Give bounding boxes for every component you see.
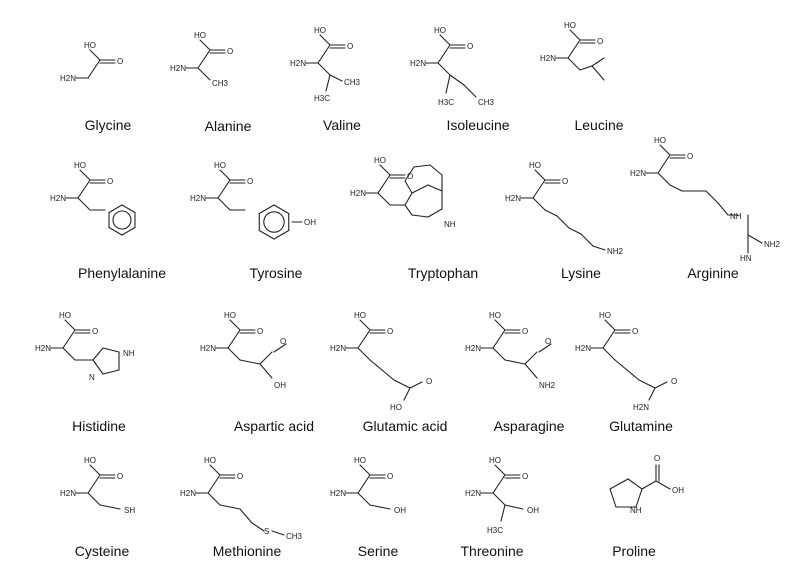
atom-label: NH2 <box>764 240 781 249</box>
bond-line <box>88 475 100 493</box>
bond-line <box>525 364 537 378</box>
atom-label: OH <box>394 506 406 515</box>
bond-line <box>748 235 762 243</box>
atom-label: H2N <box>200 344 217 353</box>
atom-label: H2N <box>190 194 207 203</box>
bond-line <box>200 40 210 50</box>
bond-line <box>252 523 264 531</box>
structure-drawing <box>190 150 340 270</box>
atom-label: O <box>522 327 529 336</box>
atom-label: O <box>426 377 433 386</box>
atom-label: HO <box>194 31 206 40</box>
atom-label: NH2 <box>607 247 624 256</box>
bond-line <box>65 320 75 330</box>
atom-label: H3C <box>438 98 455 107</box>
atom-label: HO <box>59 311 71 320</box>
bond-line <box>656 481 670 489</box>
amino-acid-name: Threonine <box>460 543 524 559</box>
atom-label: H3C <box>314 94 331 103</box>
bond-line <box>525 352 537 364</box>
bond-line <box>198 68 210 80</box>
atom-label: H2N <box>330 344 347 353</box>
atom-label: OH <box>672 486 684 495</box>
bond-line <box>78 198 90 210</box>
bond-line <box>326 75 330 91</box>
atom-label: HO <box>489 311 501 320</box>
atom-label: HO <box>224 311 236 320</box>
atom-label: H2N <box>505 194 522 203</box>
bond-line <box>658 155 670 173</box>
atom-label: O <box>347 42 354 51</box>
atom-label: H2N <box>575 344 592 353</box>
bond-line <box>90 50 100 60</box>
bond-line <box>545 210 557 216</box>
bond-line <box>450 75 464 85</box>
atom-label: HO <box>489 456 501 465</box>
bond-line <box>394 380 410 388</box>
bond-line <box>90 465 100 475</box>
atom-label: CH3 <box>478 98 495 107</box>
amino-acid-name: Glycine <box>84 117 132 133</box>
amino-acid-name: Aspartic acid <box>233 418 315 434</box>
atom-label: HO <box>354 311 366 320</box>
bond-line <box>533 198 545 210</box>
atom-label: O <box>562 177 569 186</box>
atom-label: O <box>387 327 394 336</box>
bond-line <box>330 75 342 81</box>
bond-line <box>706 191 718 203</box>
bond-line <box>404 388 410 400</box>
atom-label: HO <box>74 161 86 170</box>
bond-line <box>358 493 370 505</box>
atom-label: O <box>671 377 678 386</box>
atom-label: O <box>522 472 529 481</box>
atom-label: H2N <box>35 344 52 353</box>
atom-label: H2N <box>330 489 347 498</box>
atom-label: OH <box>274 381 286 390</box>
bond-line <box>493 475 505 493</box>
structure-drawing <box>350 145 500 265</box>
bond-line <box>628 479 642 489</box>
bond-line <box>208 493 220 505</box>
atom-label: HO <box>390 403 402 412</box>
bond-line <box>318 63 330 75</box>
bond-line <box>63 348 75 360</box>
atom-label: H2N <box>465 489 482 498</box>
bond-line <box>208 475 220 493</box>
structure-drawing <box>200 300 350 420</box>
bond-line <box>382 370 394 380</box>
bond-line <box>495 465 505 475</box>
atom-label: HO <box>354 456 366 465</box>
bond-line <box>198 50 210 68</box>
bond-line <box>428 209 442 217</box>
bond-line <box>405 205 412 215</box>
bond-line <box>260 364 272 378</box>
bond-line <box>240 360 260 364</box>
atom-label: SH <box>124 506 136 515</box>
bond-line <box>581 234 593 246</box>
bond-line <box>438 45 450 63</box>
bond-line <box>370 360 382 370</box>
structure-drawing <box>330 445 480 565</box>
amino-acid-name: Serine <box>357 543 399 559</box>
bond-line <box>446 75 450 93</box>
bond-line <box>100 505 120 509</box>
atom-label: HO <box>84 41 96 50</box>
atom-label: O <box>247 177 254 186</box>
amino-acid-name: Histidine <box>72 418 126 434</box>
bond-line <box>228 348 240 360</box>
bond-line <box>603 330 615 348</box>
atom-label: HO <box>434 26 446 35</box>
atom-label: NH <box>444 220 456 229</box>
atom-label: H2N <box>633 403 650 412</box>
atom-label: O <box>227 47 234 56</box>
atom-label: O <box>467 42 474 51</box>
amino-acid-name: Methionine <box>212 543 282 559</box>
atom-label: H2N <box>60 74 77 83</box>
bond-line <box>670 185 682 191</box>
atom-label: NH2 <box>539 381 556 390</box>
bond-line <box>438 63 450 75</box>
bond-line <box>610 489 616 507</box>
bond-line <box>78 180 90 198</box>
atom-label: HO <box>599 311 611 320</box>
atom-label: O <box>280 337 287 346</box>
bond-line <box>533 180 545 198</box>
amino-acid-name: Glutamine <box>609 418 673 434</box>
bond-line <box>649 388 655 400</box>
bond-line <box>592 66 604 80</box>
bond-line <box>603 348 615 360</box>
atom-label: HN <box>740 254 752 263</box>
structure-drawing <box>50 150 200 270</box>
bond-line <box>378 193 390 205</box>
bond-line <box>605 320 615 330</box>
bond-line <box>639 380 655 388</box>
bond-line <box>318 45 330 63</box>
bond-line <box>88 60 100 78</box>
bond-line <box>535 170 545 180</box>
bond-line <box>493 330 505 348</box>
amino-acid-name: Phenylalanine <box>78 265 166 281</box>
bond-line <box>370 505 390 509</box>
structure-drawing <box>630 125 781 263</box>
atom-label: O <box>117 57 124 66</box>
bond-line <box>405 181 412 193</box>
atom-label: CH3 <box>212 79 229 88</box>
atom-label: NH <box>123 349 135 358</box>
structure-drawing <box>330 300 480 420</box>
bond-line <box>360 320 370 330</box>
bond-line <box>358 348 370 360</box>
atom-label: HO <box>314 26 326 35</box>
atom-label: H2N <box>410 59 427 68</box>
bond-line <box>272 531 284 535</box>
amino-acid-name: Isoleucine <box>446 117 510 133</box>
atom-label: HO <box>529 161 541 170</box>
atom-label: O <box>257 327 264 336</box>
bond-line <box>93 360 103 374</box>
atom-label: H2N <box>350 189 367 198</box>
bond-line <box>557 216 569 228</box>
bond-line <box>568 40 580 58</box>
atom-label: O <box>407 172 414 181</box>
bond-line <box>627 370 639 380</box>
bond-line <box>358 475 370 493</box>
bond-line <box>240 509 252 523</box>
atom-label: CH3 <box>344 78 361 87</box>
bond-line <box>493 348 505 360</box>
bond-line <box>493 493 505 505</box>
bond-line <box>230 320 240 330</box>
bond-line <box>505 505 523 509</box>
structure-drawing <box>575 300 725 420</box>
atom-label: H2N <box>170 64 187 73</box>
amino-acid-name: Lysine <box>561 265 601 281</box>
aromatic-circle <box>264 212 284 232</box>
bond-line <box>218 180 230 198</box>
atom-label: O <box>632 327 639 336</box>
bond-line <box>63 330 75 348</box>
amino-acid-name: Arginine <box>687 265 739 281</box>
bond-line <box>88 493 100 505</box>
atom-label: O <box>92 327 99 336</box>
atom-label: N <box>89 373 95 382</box>
bond-line <box>80 170 90 180</box>
atom-label: HO <box>374 156 386 165</box>
atom-label: H2N <box>50 194 67 203</box>
atom-label: O <box>597 37 604 46</box>
bond-line <box>260 352 272 364</box>
amino-acid-name: Alanine <box>204 118 252 134</box>
bond-line <box>405 193 412 205</box>
bond-line <box>218 198 230 210</box>
bond-line <box>593 246 605 250</box>
bond-line <box>655 382 667 388</box>
bond-line <box>103 348 119 352</box>
atom-label: OH <box>304 218 316 227</box>
amino-acid-name: Leucine <box>574 117 624 133</box>
bond-line <box>378 175 390 193</box>
amino-acid-name: Tyrosine <box>249 265 303 281</box>
bond-line <box>93 348 103 360</box>
bond-line <box>414 165 430 167</box>
bond-line <box>592 58 604 66</box>
atom-label: O <box>387 472 394 481</box>
atom-label: HO <box>204 456 216 465</box>
bond-line <box>358 330 370 348</box>
atom-label: HO <box>214 161 226 170</box>
atom-label: NH <box>730 212 742 221</box>
atom-label: O <box>687 152 694 161</box>
bond-line <box>220 170 230 180</box>
atom-label: H2N <box>60 489 77 498</box>
atom-label: NH <box>630 506 642 515</box>
amino-acid-name: Proline <box>612 543 656 559</box>
bond-line <box>320 35 330 45</box>
bond-line <box>718 203 728 215</box>
amino-acid-name: Valine <box>323 117 361 133</box>
bond-line <box>380 165 390 175</box>
bond-line <box>228 330 240 348</box>
bond-line <box>505 360 525 364</box>
bond-line <box>615 360 627 370</box>
bond-line <box>636 489 642 507</box>
structure-drawing <box>35 300 185 420</box>
bond-line <box>495 320 505 330</box>
atom-label: HO <box>654 136 666 145</box>
structure-drawing <box>540 10 690 130</box>
atom-label: CH3 <box>286 532 303 541</box>
amino-acid-name: Asparagine <box>493 418 565 434</box>
atom-label: HO <box>564 21 576 30</box>
atom-label: O <box>237 472 244 481</box>
atom-label: HO <box>84 456 96 465</box>
atom-label: O <box>545 337 552 346</box>
atom-label: O <box>117 472 124 481</box>
atom-label: H2N <box>465 344 482 353</box>
bond-line <box>210 465 220 475</box>
atom-label: H2N <box>290 59 307 68</box>
aromatic-circle <box>113 211 131 229</box>
bond-line <box>412 185 428 193</box>
atom-label: O <box>654 454 661 463</box>
atom-label: H2N <box>180 489 197 498</box>
bond-line <box>610 479 628 489</box>
bond-line <box>658 173 670 185</box>
bond-line <box>412 215 428 217</box>
bond-line <box>430 165 442 175</box>
bond-line <box>410 382 422 388</box>
bond-line <box>103 370 119 374</box>
bond-line <box>660 145 670 155</box>
bond-line <box>580 66 592 70</box>
amino-acid-name: Glutamic acid <box>362 418 448 434</box>
amino-acid-name: Cysteine <box>74 543 130 559</box>
amino-acid-name: Tryptophan <box>407 265 479 281</box>
atom-label: H2N <box>630 169 647 178</box>
bond-line <box>220 505 240 509</box>
atom-label: S <box>264 527 270 536</box>
bond-line <box>569 228 581 234</box>
bond-line <box>642 481 656 489</box>
atom-label: O <box>107 177 114 186</box>
bond-line <box>360 465 370 475</box>
atom-label: H2N <box>540 54 557 63</box>
bond-line <box>501 505 505 521</box>
bond-line <box>428 185 442 191</box>
bond-line <box>570 30 580 40</box>
bond-line <box>568 58 580 70</box>
bond-line <box>440 35 450 45</box>
atom-label: OH <box>527 506 539 515</box>
atom-label: H3C <box>487 526 504 535</box>
bond-line <box>464 85 476 97</box>
